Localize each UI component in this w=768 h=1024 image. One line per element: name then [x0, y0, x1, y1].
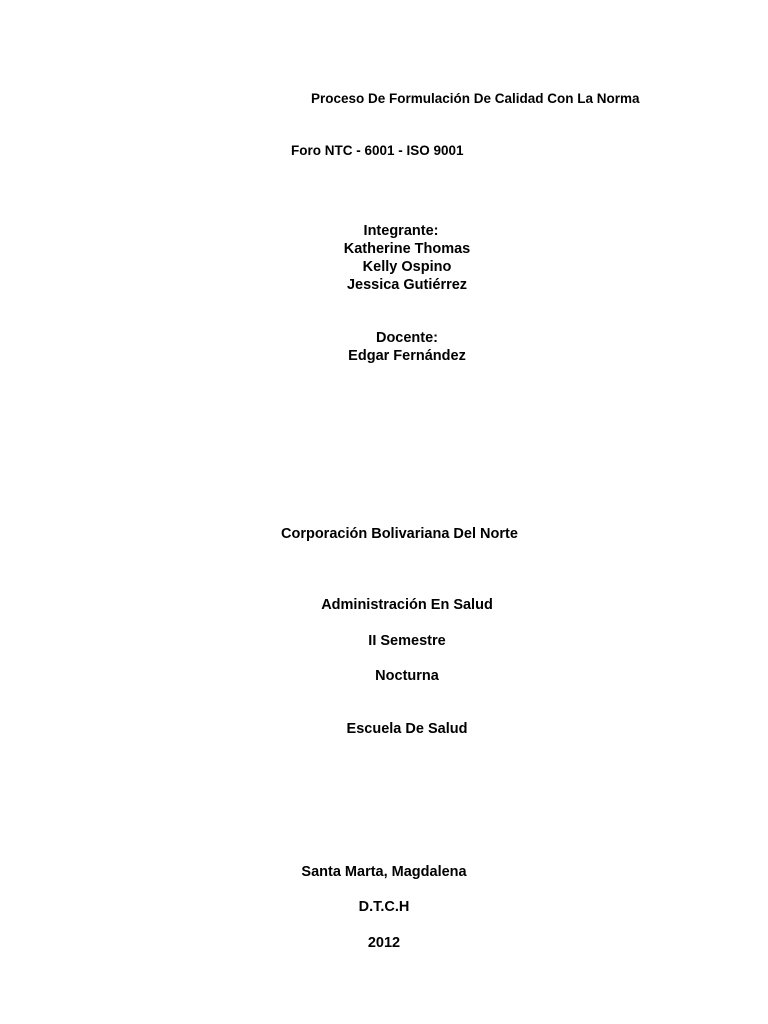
- document-subtitle: Foro NTC - 6001 - ISO 9001: [291, 143, 464, 158]
- document-title: Proceso De Formulación De Calidad Con La Norma: [311, 91, 640, 106]
- members-heading: Integrante:: [363, 223, 439, 239]
- district: D.T.C.H: [358, 899, 410, 915]
- school-name: Escuela De Salud: [346, 721, 468, 737]
- city: Santa Marta, Magdalena: [301, 864, 467, 880]
- schedule: Nocturna: [375, 668, 439, 684]
- teacher-heading: Docente:: [375, 330, 439, 346]
- semester: II Semestre: [368, 633, 446, 649]
- year: 2012: [367, 935, 401, 951]
- teacher-name: Edgar Fernández: [348, 348, 466, 364]
- member-name: Kelly Ospino: [362, 259, 452, 275]
- institution-name: Corporación Bolivariana Del Norte: [281, 526, 518, 542]
- member-name: Katherine Thomas: [343, 241, 471, 257]
- member-name: Jessica Gutiérrez: [346, 277, 468, 293]
- program-name: Administración En Salud: [321, 597, 493, 613]
